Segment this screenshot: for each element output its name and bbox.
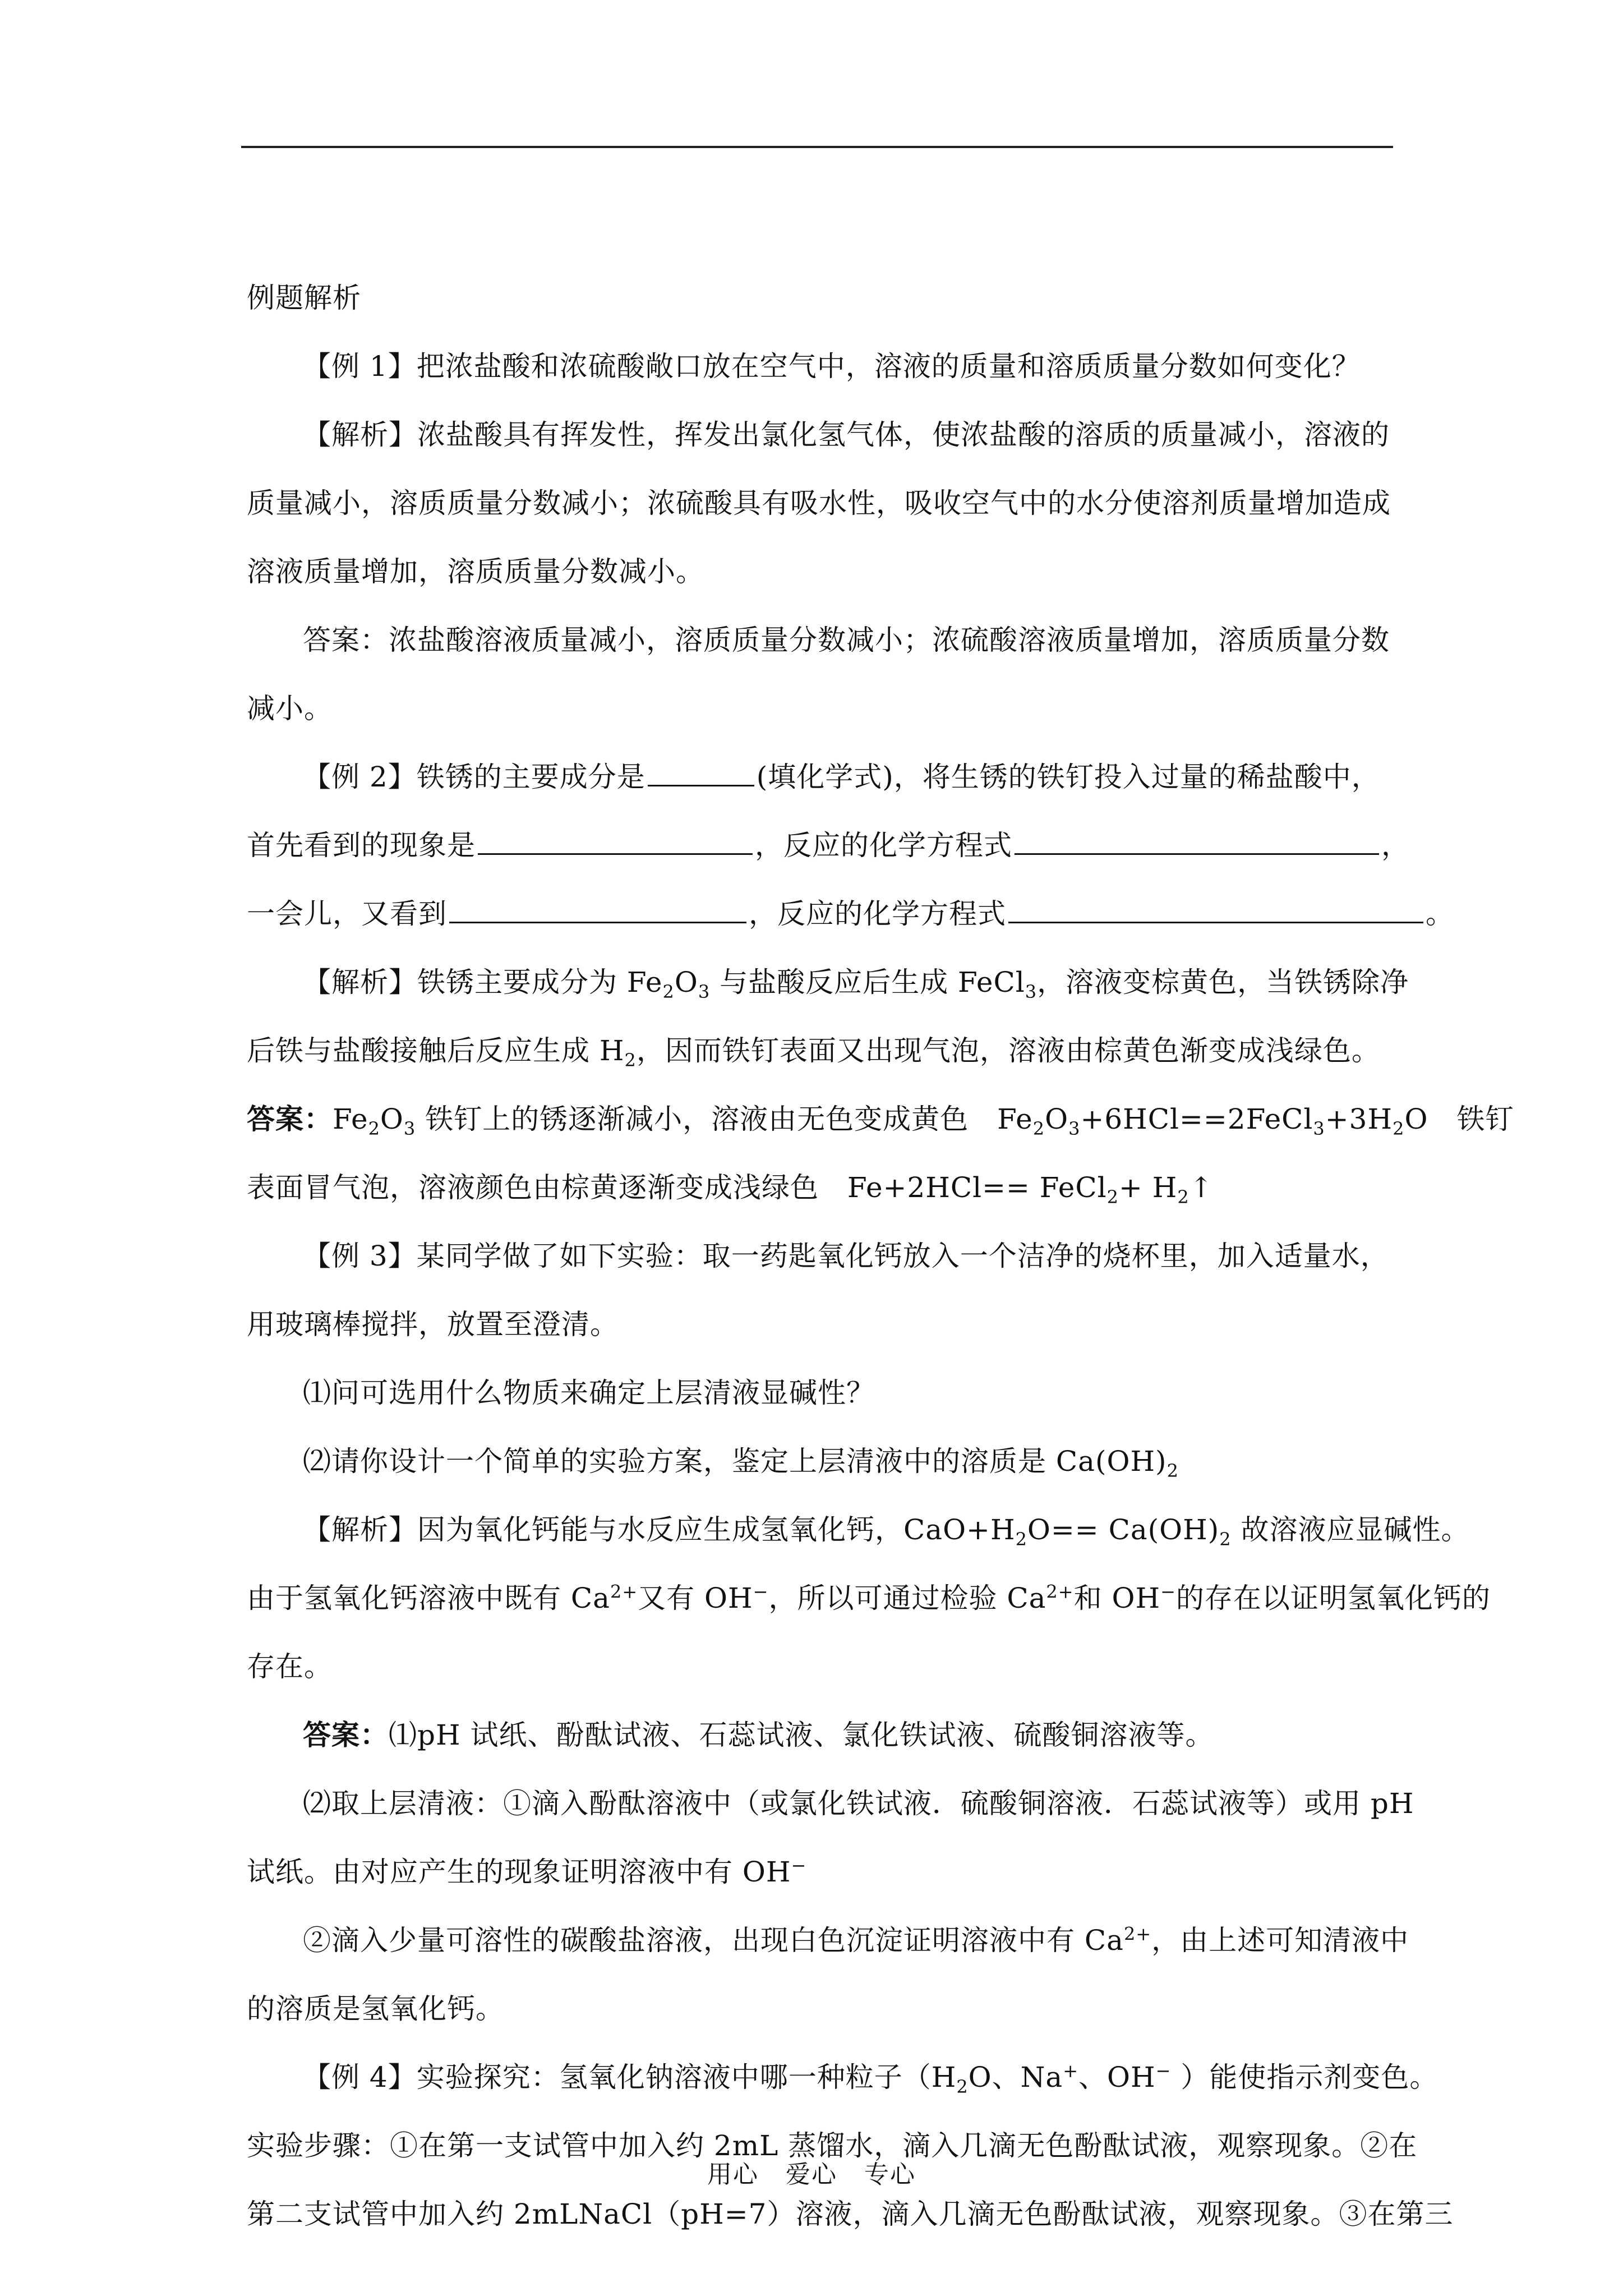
- document-body: [247, 264, 1514, 2248]
- example-2-answer-line: [247, 1085, 1514, 1153]
- superscript: −: [791, 1855, 807, 1876]
- footer-text: 爱心: [786, 2160, 837, 2189]
- text: ⑴pH 试纸、酚酞试液、石蕊试液、氯化铁试液、硫酸铜溶液等。: [389, 1719, 1214, 1751]
- text: ，溶液变棕黄色，当铁锈除净: [1037, 966, 1409, 999]
- answer-label: 答案：: [247, 1102, 333, 1135]
- example-4-question-line: 第二支试管中加入约 2mLNaCl（pH=7）溶液，滴入几滴无色酚酞试液，观察现象。③在第三: [247, 2198, 1454, 2230]
- subscript: 2: [1106, 1186, 1119, 1208]
- example-1-analysis-line: 质量减小，溶质质量分数减小；浓硫酸具有吸水性，吸收空气中的水分使溶剂质量增加造成: [247, 487, 1391, 519]
- text: 与盐酸反应后生成 FeCl: [710, 966, 1025, 999]
- text: (填化学式)，将生锈的铁钉投入过量的稀盐酸中，: [756, 761, 1380, 793]
- superscript: −: [1160, 1581, 1176, 1603]
- fill-blank[interactable]: [1015, 822, 1379, 855]
- example-3-question-line: 【例 3】某同学做了如下实验：取一药匙氧化钙放入一个洁净的烧杯里，加入适量水，: [303, 1240, 1389, 1272]
- text: 表面冒气泡，溶液颜色由棕黄逐渐变成浅绿色 Fe+2HCl== FeCl: [247, 1171, 1107, 1204]
- text: O: [674, 966, 698, 999]
- text: 。: [1426, 898, 1454, 930]
- text: +6HCl==2FeCl: [1080, 1103, 1313, 1135]
- subscript: 2: [1166, 1460, 1179, 1481]
- answer-label: 答案：: [303, 1718, 389, 1751]
- text: 试纸。由对应产生的现象证明溶液中有 OH: [247, 1856, 791, 1888]
- example-1-answer-line: 减小。: [247, 692, 333, 725]
- subscript: 2: [662, 981, 675, 1002]
- text: 铁钉上的锈逐渐减小，溶液由无色变成黄色 Fe: [416, 1103, 1033, 1135]
- text: ）能使指示剂变色。: [1171, 2061, 1438, 2093]
- example-4-question-line: 实验步骤：①在第一支试管中加入约 2mL 蒸馏水，滴入几滴无色酚酞试液，观察现象。②在: [247, 2129, 1418, 2162]
- example-3-answer-line: [247, 1701, 1385, 1769]
- text: 和 OH: [1073, 1582, 1161, 1614]
- text: 【例 2】铁锈的主要成分是: [303, 761, 645, 793]
- text: 【解析】铁锈主要成分为 Fe: [303, 966, 663, 999]
- superscript: 2+: [1046, 1581, 1074, 1603]
- example-3-part-2: [247, 1427, 1385, 1496]
- example-1-analysis-line: 溶液质量增加，溶质质量分数减小。: [247, 555, 704, 588]
- superscript: 2+: [1123, 1923, 1152, 1945]
- example-1-analysis-line: 【解析】浓盐酸具有挥发性，挥发出氯化氢气体，使浓盐酸的溶质的质量减小，溶液的: [303, 418, 1390, 451]
- subscript: 2: [1219, 1529, 1232, 1550]
- up-arrow: ↑: [1189, 1171, 1214, 1204]
- footer-text: 用心: [707, 2160, 759, 2189]
- example-1-answer-line: 答案：浓盐酸溶液质量减小，溶质质量分数减小；浓硫酸溶液质量增加，溶质质量分数: [303, 624, 1390, 656]
- text: 、OH: [1078, 2061, 1156, 2093]
- example-3-analysis-line: [247, 1496, 1470, 1564]
- example-2-question-line: [247, 880, 1454, 948]
- text: 首先看到的现象是: [247, 829, 476, 862]
- superscript: +: [1063, 2060, 1079, 2082]
- example-4-question-line: [247, 2043, 1438, 2111]
- subscript: 2: [1177, 1186, 1189, 1208]
- section-title: 例题解析: [247, 282, 361, 314]
- text: 后铁与盐酸接触后反应生成 H: [247, 1034, 625, 1067]
- text: 【例 4】实验探究：氢氧化钠溶液中哪一种粒子（H: [303, 2061, 957, 2093]
- example-2-question-line: [247, 743, 1385, 811]
- text: ，因而铁钉表面又出现气泡，溶液由棕黄色渐变成浅绿色。: [636, 1034, 1380, 1067]
- text: 的存在以证明氢氧化钙的: [1175, 1582, 1491, 1614]
- header-rule: [241, 146, 1393, 148]
- subscript: 3: [1025, 981, 1038, 1002]
- text: ，反应的化学方程式: [755, 829, 1012, 862]
- subscript: 2: [1032, 1118, 1045, 1139]
- subscript: 2: [1393, 1118, 1405, 1139]
- subscript: 2: [368, 1118, 380, 1139]
- text: 又有 OH: [638, 1582, 753, 1614]
- subscript: 3: [1313, 1118, 1325, 1139]
- subscript: 3: [403, 1118, 416, 1139]
- example-2-analysis-line: [247, 948, 1409, 1016]
- superscript: 2+: [610, 1581, 638, 1603]
- fill-blank[interactable]: [1008, 890, 1423, 923]
- text: ，反应的化学方程式: [749, 898, 1006, 930]
- text: ，由上述可知清液中: [1151, 1924, 1409, 1957]
- example-3-part-1: ⑴问可选用什么物质来确定上层清液显碱性？: [303, 1377, 875, 1409]
- text: ⑵请你设计一个简单的实验方案，鉴定上层清液中的溶质是 Ca(OH): [303, 1445, 1167, 1478]
- text: O、Na: [968, 2061, 1063, 2093]
- text: 由于氢氧化钙溶液中既有 Ca: [247, 1582, 610, 1614]
- example-2-analysis-line: [247, 1016, 1385, 1085]
- text: 【解析】因为氧化钙能与水反应生成氢氧化钙，CaO+H: [303, 1513, 1016, 1546]
- fill-blank[interactable]: [449, 890, 746, 923]
- subscript: 2: [1015, 1529, 1027, 1550]
- page-footer: [0, 2154, 1623, 2190]
- example-3-analysis-line: [247, 1564, 1491, 1632]
- text: O: [380, 1103, 404, 1135]
- footer-text: 专心: [864, 2160, 916, 2189]
- text: O 铁钉: [1404, 1103, 1514, 1135]
- example-1-question: 【例 1】把浓盐酸和浓硫酸敞口放在空气中，溶液的质量和溶质质量分数如何变化？: [303, 350, 1361, 383]
- text: 故溶液应显碱性。: [1231, 1513, 1470, 1546]
- superscript: −: [753, 1581, 769, 1603]
- example-2-answer-line: [247, 1153, 1385, 1222]
- subscript: 3: [698, 981, 711, 1002]
- text: ，所以可通过检验 Ca: [768, 1582, 1046, 1614]
- example-3-analysis-line: 存在。: [247, 1650, 333, 1683]
- superscript: −: [1155, 2060, 1172, 2082]
- subscript: 2: [956, 2076, 969, 2097]
- example-2-question-line: [247, 811, 1410, 880]
- example-3-answer-line: ⑵取上层清液：①滴入酚酞溶液中（或氯化铁试液．硫酸铜溶液．石蕊试液等）或用 pH: [303, 1787, 1414, 1820]
- text: O: [1045, 1103, 1069, 1135]
- text: ，: [1381, 829, 1410, 862]
- text: + H: [1118, 1171, 1178, 1204]
- text: O== Ca(OH): [1027, 1513, 1220, 1546]
- subscript: 2: [624, 1050, 637, 1071]
- example-3-question-line: 用玻璃棒搅拌，放置至澄清。: [247, 1308, 619, 1341]
- example-3-answer-line: 的溶质是氢氧化钙。: [247, 1993, 504, 2025]
- text: ②滴入少量可溶性的碳酸盐溶液，出现白色沉淀证明溶液中有 Ca: [303, 1924, 1124, 1957]
- text: 一会儿，又看到: [247, 898, 447, 930]
- fill-blank[interactable]: [478, 822, 753, 855]
- fill-blank[interactable]: [648, 753, 754, 786]
- text: Fe: [333, 1103, 368, 1135]
- example-3-answer-line: [247, 1838, 1385, 1906]
- subscript: 3: [1068, 1118, 1081, 1139]
- text: +3H: [1325, 1103, 1393, 1135]
- example-3-answer-line: [247, 1906, 1409, 1975]
